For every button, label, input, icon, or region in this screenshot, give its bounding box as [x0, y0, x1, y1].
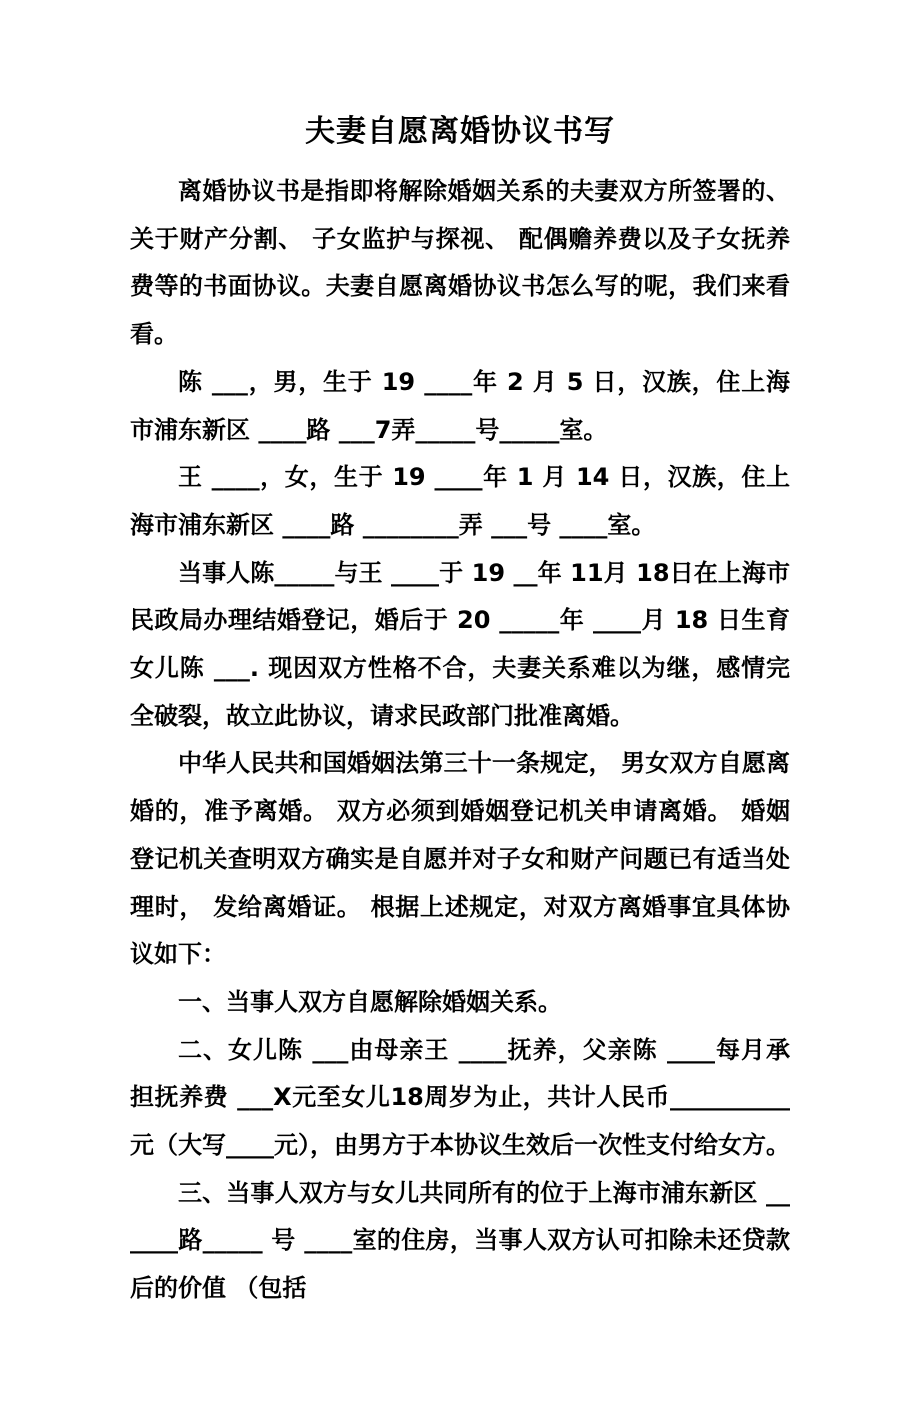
clause-1-divorce-agreement: 一、当事人双方自愿解除婚姻关系。	[178, 987, 562, 1016]
document-title: 夫妻自愿离婚协议书写	[305, 114, 615, 149]
paragraph-marriage-history: 当事人陈_____与王 ____于 19 __年 11月 18日在上海市民政局办理结婚登记，婚后于 20 _____年 ____月 18 日生育女儿陈 ___. 现因双方性格不合，夫妻关系难以为继，感情完全破裂，故立此协议，请求民政部门批准离婚。	[130, 558, 790, 730]
paragraph-wife-info: 王 ____，女，生于 19 ____年 1 月 14 日，汉族，住上海市浦东新区 ____路 ________弄 ___号 ____室。	[130, 463, 790, 539]
document-body	[130, 168, 790, 1313]
paragraph-law-reference: 中华人民共和国婚姻法第三十一条规定， 男女双方自愿离婚的，准予离婚。 双方必须到婚姻登记机关申请离婚。 婚姻登记机关查明双方确实是自愿并对子女和财产问题已有适当处理时， 发给离婚证。 根据上述规定，对双方离婚事宜具体协议如下：	[130, 749, 790, 969]
document-page	[0, 110, 920, 1413]
clause-2-child-support: 二、女儿陈 ___由母亲王 ____抚养，父亲陈 ____每月承担抚养费 ___X元至女儿18周岁为止，共计人民币__________元（大写____元），由男方于本协议生效后一次性支付给女方。	[130, 1035, 790, 1160]
paragraph-husband-info: 陈 ___，男，生于 19 ____年 2 月 5 日，汉族，住上海市浦东新区 ____路 ___7弄_____号_____室。	[130, 367, 790, 444]
paragraph-definition: 离婚协议书是指即将解除婚姻关系的夫妻双方所签署的、 关于财产分割、 子女监护与探视、 配偶赡养费以及子女抚养费等的书面协议。夫妻自愿离婚协议书怎么写的呢，我们来看看。	[130, 177, 790, 349]
clause-3-house-property: 三、当事人双方与女儿共同所有的位于上海市浦东新区 ______路_____ 号 ____室的住房，当事人双方认可扣除未还贷款后的价值 （包括	[130, 1178, 790, 1303]
